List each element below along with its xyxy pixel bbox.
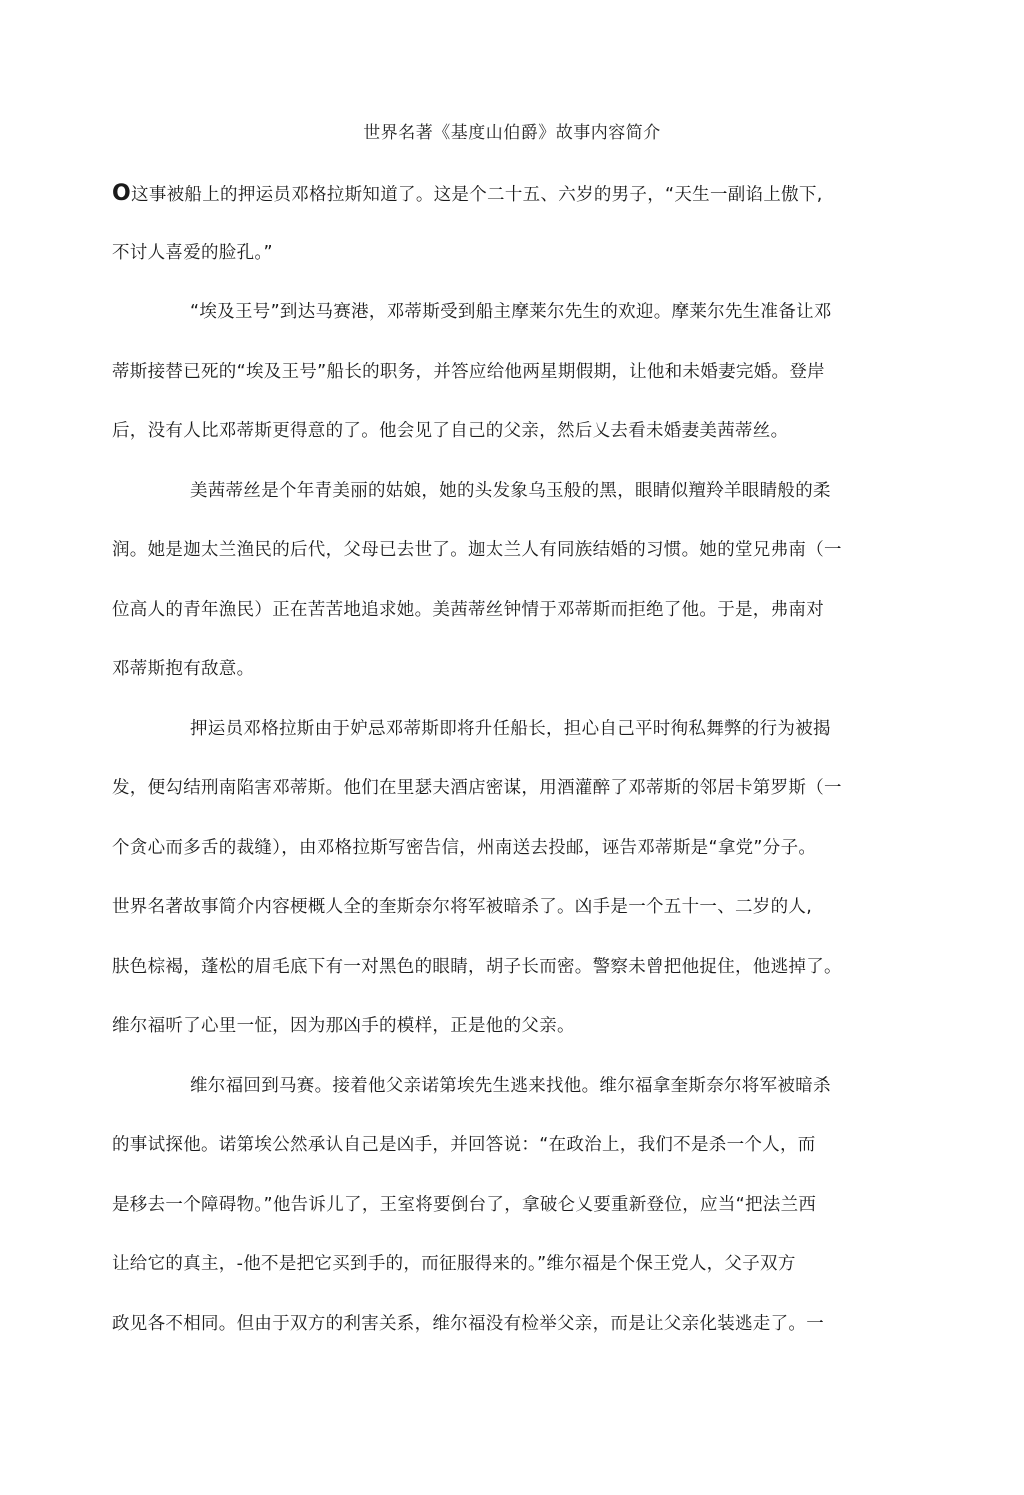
text-line-12: 个贪心而多舌的裁缝），由邓格拉斯写密告信，州南送去投邮，诬告邓蒂斯是“拿党”分子。 (112, 838, 817, 858)
text-line-6: 美茜蒂丝是个年青美丽的姑娘，她的头发象乌玉般的黑，眼睛似羶羚羊眼睛般的柔 (190, 481, 831, 501)
text-line-19: 让给它的真主，-他不是把它买到手的，而征服得来的。”维尔福是个保王党人，父子双方 (112, 1254, 796, 1274)
text-line-20: 政见各不相同。但由于双方的利害关系，维尔福没有检举父亲，而是让父亲化装逃走了。一 (112, 1314, 824, 1334)
lead-marker: O (112, 181, 132, 206)
text-line-17: 的事试探他。诺第埃公然承认自己是凶手，并回答说：“在政治上，我们不是杀一个人，而 (112, 1135, 816, 1155)
text-line-8: 位高人的青年漁民）正在苦苦地追求她。美茜蒂丝钟情于邓蒂斯而拒绝了他。于是，弗南对 (112, 600, 824, 620)
text-line-7: 润。她是迦太兰渔民的后代，父母已去世了。迦太兰人有同族结婚的习惯。她的堂兄弗南（一 (112, 540, 842, 560)
text-line-14: 肤色棕褐，蓬松的眉毛底下有一对黑色的眼睛，胡子长而密。警察未曾把他捉住，他逃掉了。 (112, 957, 842, 977)
text-line-3: “埃及王号”到达马赛港，邓蒂斯受到船主摩莱尔先生的欢迎。摩莱尔先生准备让邓 (190, 302, 832, 322)
text-line-9: 邓蒂斯抱有敌意。 (112, 659, 255, 679)
text-line-18: 是移去一个障碍物。”他告诉儿了，王室将要倒台了，拿破仑乂要重新登位，应当“把法兰西 (112, 1195, 817, 1215)
document-title: 世界名著《基度山伯爵》故事内容简介 (363, 123, 661, 143)
text-line-4: 蒂斯接替已死的“埃及王号”船长的职务，并答应给他两星期假期，让他和未婚妻完婚。登岸 (112, 362, 825, 382)
text-line-1-content: 这事被船上的押运员邓格拉斯知道了。这是个二十五、六岁的男子，“天生一副谄上傲下, (131, 185, 823, 205)
text-line-11: 发，便勾结刑南陷害邓蒂斯。他们在里瑟夫酒店密谋，用酒灌醉了邓蒂斯的邻居卡第罗斯（一 (112, 778, 842, 798)
text-line-2: 不讨人喜爱的脸孔。” (112, 243, 273, 263)
text-line-10: 押运员邓格拉斯由于妒忌邓蒂斯即将升任船长，担心自己平时徇私舞弊的行为被揭 (190, 719, 831, 739)
text-line-5: 后，没有人比邓蒂斯更得意的了。他会见了自己的父亲，然后乂去看未婚妻美茜蒂丝。 (112, 421, 789, 441)
text-line-15: 维尔福听了心里一怔，因为那凶手的模样，正是他的父亲。 (112, 1016, 575, 1036)
text-line-16: 维尔福回到马赛。接着他父亲诺第埃先生逃来找他。维尔福拿奎斯奈尔将军被暗杀 (190, 1076, 831, 1096)
text-line-13: 世界名著故事简介内容梗概人全的奎斯奈尔将军被暗杀了。凶手是一个五十一、二岁的人, (112, 897, 813, 917)
text-line-1 (112, 182, 912, 207)
